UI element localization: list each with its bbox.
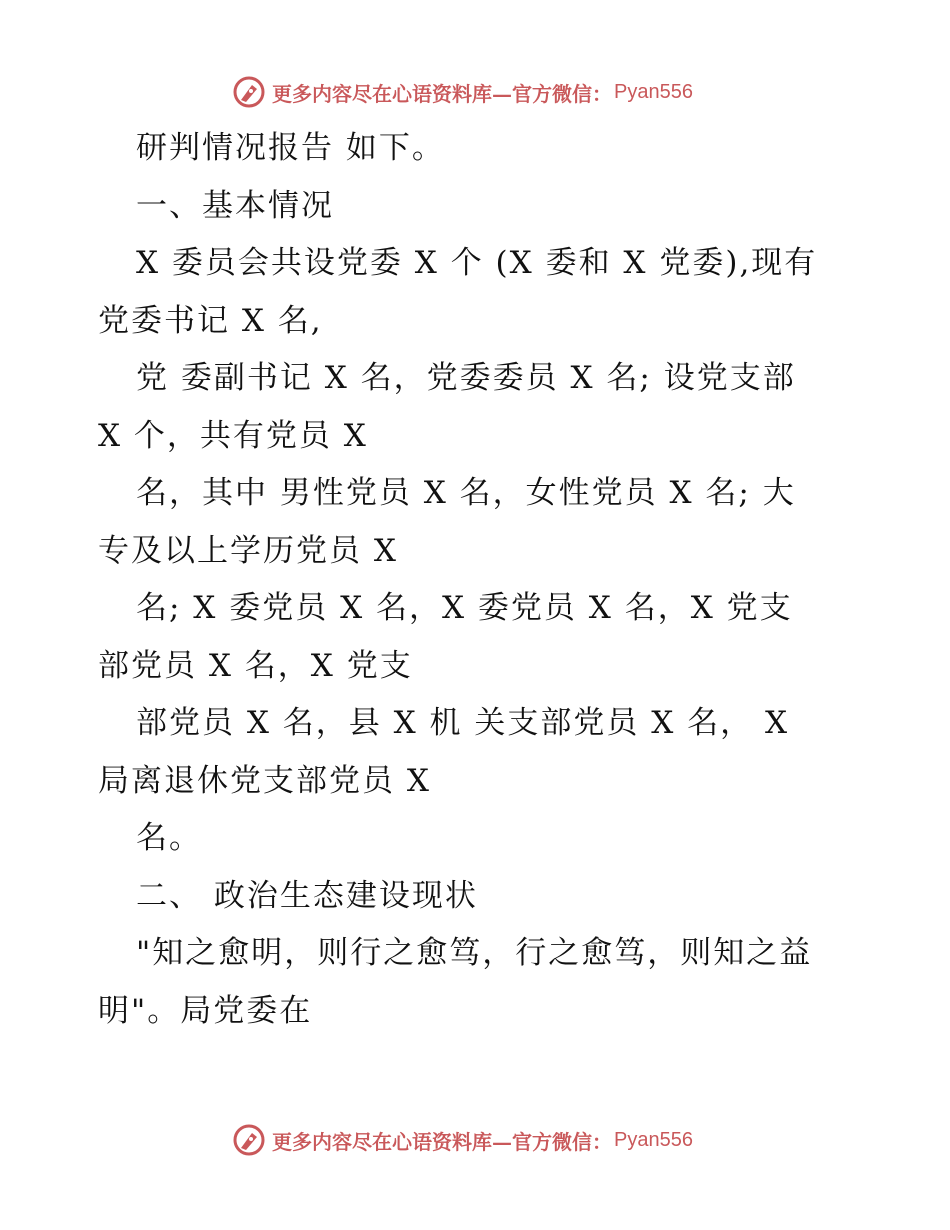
- wechat-id: Pyan556: [614, 1128, 693, 1151]
- text-line: 名。: [136, 820, 202, 856]
- text-line: 局离退休党支部党员 X: [98, 762, 431, 799]
- wechat-id: Pyan556: [614, 80, 693, 103]
- text-line: 部党员 X 名，X 党支: [98, 647, 413, 684]
- text-line: 部党员 X 名，县 X 机 关支部党员 X 名， X: [136, 705, 790, 741]
- header-watermark-banner: [232, 72, 693, 112]
- text-line: 党委书记 X 名,: [98, 302, 323, 339]
- document-body: [98, 120, 858, 1040]
- section-heading: 一、基本情况: [136, 187, 334, 224]
- text-line: 党 委副书记 X 名，党委委员 X 名; 设党支部: [136, 360, 796, 396]
- watermark-text: 更多内容尽在心语资料库—官方微信：: [272, 81, 612, 106]
- text-line: 名，其中 男性党员 X 名，女性党员 X 名; 大: [136, 475, 796, 511]
- footer-watermark-banner: [232, 1120, 693, 1160]
- section-heading: 二、 政治生态建设现状: [136, 877, 478, 914]
- text-line: 明"。局党委在: [98, 992, 313, 1029]
- text-line: X 个，共有党员 X: [98, 417, 368, 454]
- text-line: 名; X 委党员 X 名，X 委党员 X 名，X 党支: [136, 590, 793, 626]
- text-line: "知之愈明，则行之愈笃，行之愈笃，则知之益: [136, 935, 813, 971]
- text-line: 研判情况报告 如下。: [136, 130, 445, 166]
- text-line: X 委员会共设党委 X 个 (X 委和 X 党委),现有: [136, 245, 818, 281]
- watermark-text: 更多内容尽在心语资料库—官方微信：: [272, 1129, 612, 1154]
- pen-nib-circle-icon: [232, 1123, 266, 1157]
- pen-nib-circle-icon: [232, 75, 266, 109]
- text-line: 专及以上学历党员 X: [98, 532, 398, 569]
